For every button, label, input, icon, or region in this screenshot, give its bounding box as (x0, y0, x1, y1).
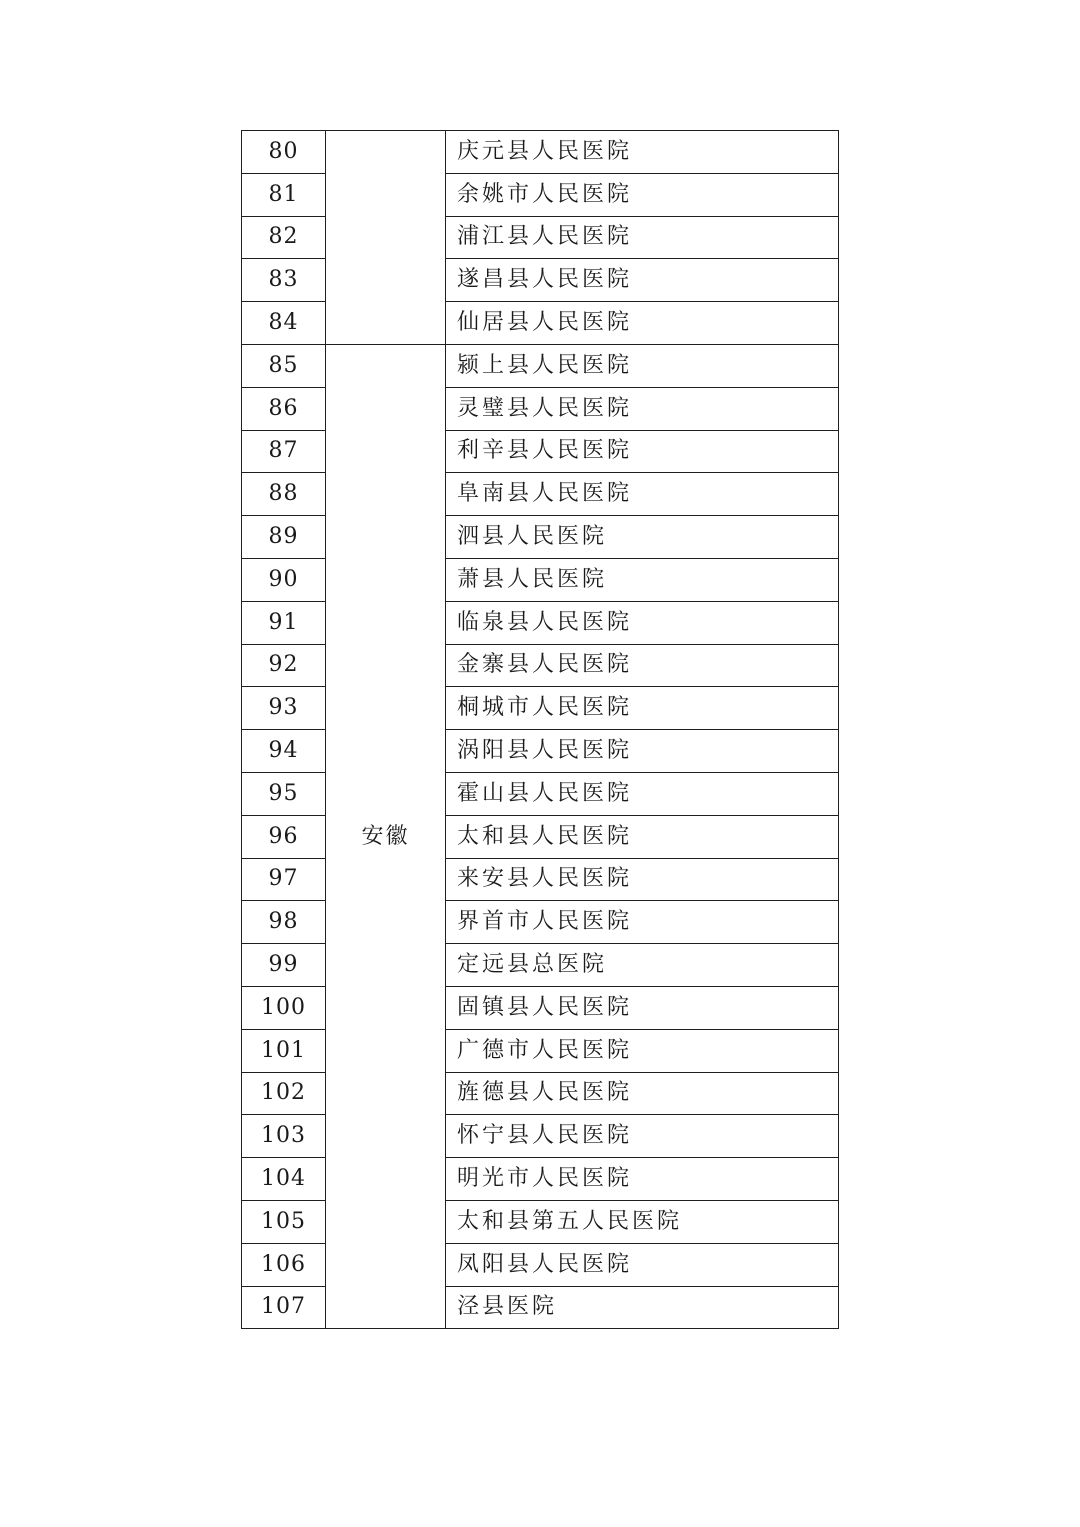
province-cell: 安徽 (326, 344, 446, 1328)
hospital-name-cell: 颍上县人民医院 (446, 344, 839, 387)
row-number-cell: 93 (242, 687, 326, 730)
row-number-cell: 101 (242, 1029, 326, 1072)
row-number-cell: 104 (242, 1158, 326, 1201)
row-number-cell: 96 (242, 815, 326, 858)
row-number-cell: 88 (242, 473, 326, 516)
hospital-name-cell: 萧县人民医院 (446, 558, 839, 601)
hospital-name-cell: 遂昌县人民医院 (446, 259, 839, 302)
hospital-name-cell: 金寨县人民医院 (446, 644, 839, 687)
hospital-name-cell: 庆元县人民医院 (446, 131, 839, 174)
hospital-name-cell: 凤阳县人民医院 (446, 1243, 839, 1286)
hospital-name-cell: 定远县总医院 (446, 944, 839, 987)
hospital-name-cell: 临泉县人民医院 (446, 601, 839, 644)
row-number-cell: 100 (242, 986, 326, 1029)
hospital-name-cell: 太和县人民医院 (446, 815, 839, 858)
row-number-cell: 97 (242, 858, 326, 901)
row-number-cell: 82 (242, 216, 326, 259)
row-number-cell: 91 (242, 601, 326, 644)
hospital-name-cell: 桐城市人民医院 (446, 687, 839, 730)
hospital-name-cell: 浦江县人民医院 (446, 216, 839, 259)
hospital-name-cell: 明光市人民医院 (446, 1158, 839, 1201)
hospital-name-cell: 固镇县人民医院 (446, 986, 839, 1029)
hospital-name-cell: 阜南县人民医院 (446, 473, 839, 516)
row-number-cell: 107 (242, 1286, 326, 1329)
hospital-name-cell: 利辛县人民医院 (446, 430, 839, 473)
hospital-name-cell: 泗县人民医院 (446, 516, 839, 559)
table-row (242, 344, 839, 387)
row-number-cell: 95 (242, 772, 326, 815)
hospital-name-cell: 界首市人民医院 (446, 901, 839, 944)
hospital-name-cell: 旌德县人民医院 (446, 1072, 839, 1115)
province-cell (326, 131, 446, 345)
row-number-cell: 87 (242, 430, 326, 473)
row-number-cell: 86 (242, 387, 326, 430)
hospital-name-cell: 太和县第五人民医院 (446, 1200, 839, 1243)
row-number-cell: 92 (242, 644, 326, 687)
hospital-name-cell: 广德市人民医院 (446, 1029, 839, 1072)
row-number-cell: 99 (242, 944, 326, 987)
hospital-name-cell: 余姚市人民医院 (446, 173, 839, 216)
row-number-cell: 98 (242, 901, 326, 944)
hospital-name-cell: 来安县人民医院 (446, 858, 839, 901)
hospital-name-cell: 怀宁县人民医院 (446, 1115, 839, 1158)
table-body (242, 131, 839, 1329)
hospital-name-cell: 霍山县人民医院 (446, 772, 839, 815)
row-number-cell: 84 (242, 302, 326, 345)
row-number-cell: 94 (242, 730, 326, 773)
hospital-name-cell: 涡阳县人民医院 (446, 730, 839, 773)
hospital-name-cell: 灵璧县人民医院 (446, 387, 839, 430)
row-number-cell: 81 (242, 173, 326, 216)
row-number-cell: 105 (242, 1200, 326, 1243)
row-number-cell: 80 (242, 131, 326, 174)
hospital-list-table (241, 130, 839, 1329)
hospital-name-cell: 泾县医院 (446, 1286, 839, 1329)
row-number-cell: 102 (242, 1072, 326, 1115)
row-number-cell: 90 (242, 558, 326, 601)
row-number-cell: 103 (242, 1115, 326, 1158)
row-number-cell: 89 (242, 516, 326, 559)
row-number-cell: 83 (242, 259, 326, 302)
hospital-name-cell: 仙居县人民医院 (446, 302, 839, 345)
row-number-cell: 106 (242, 1243, 326, 1286)
row-number-cell: 85 (242, 344, 326, 387)
table-row (242, 131, 839, 174)
